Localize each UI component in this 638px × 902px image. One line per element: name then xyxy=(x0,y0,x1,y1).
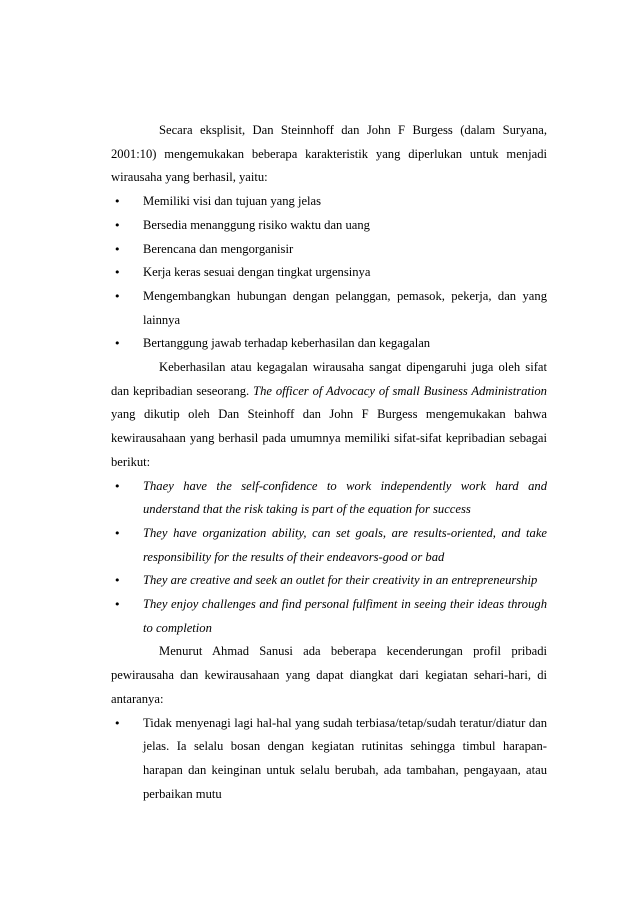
list-item: • Mengembangkan hubungan dengan pelanggan, pemasok, pekerja, dan yang lainnya xyxy=(111,285,547,332)
paragraph-sanusi: Menurut Ahmad Sanusi ada beberapa kecenderungan profil pribadi pewirausaha dan kewirausahaan yang dapat diangkat dari kegiatan sehari-hari, di antaranya: xyxy=(111,644,547,706)
bullet-icon: • xyxy=(114,598,121,612)
list-item: • Memiliki visi dan tujuan yang jelas xyxy=(111,190,547,214)
bullet-icon: • xyxy=(114,195,121,209)
paragraph-personality: Keberhasilan atau kegagalan wirausaha sangat dipengaruhi juga oleh sifat dan kepribadian seseorang. The officer of Advocacy of small Business Administration yang dikutip oleh Dan Steinhoff dan John F Burgess mengemukakan bahwa kewirausahaan yang berhasil pada umumnya memiliki sifat-sifat kepribadian sebagai berikut: xyxy=(111,360,547,469)
list-item: • Tidak menyenagi lagi hal-hal yang sudah terbiasa/tetap/sudah teratur/diatur dan jelas. Ia selalu bosan dengan kegiatan rutinitas sehingga timbul harapan-harapan dan keinginan untuk selalu berubah, ada tambahan, pengayaan, atau perbaikan mutu xyxy=(111,712,547,807)
bullet-icon: • xyxy=(114,289,121,303)
italic-organization-name: The officer of Advocacy of small Business Administration xyxy=(253,383,547,398)
document-page xyxy=(111,119,547,806)
list-item: • They enjoy challenges and find personal fulfiment in seeing their ideas through to completion xyxy=(111,593,547,640)
list-item: • Bersedia menanggung risiko waktu dan uang xyxy=(111,214,547,238)
bullet-icon: • xyxy=(114,479,121,493)
bullet-icon: • xyxy=(114,574,121,588)
profile-tendencies-list xyxy=(111,712,547,807)
bullet-icon: • xyxy=(114,716,121,730)
bullet-icon: • xyxy=(114,526,121,540)
personality-traits-list xyxy=(111,475,547,641)
list-item: • They have organization ability, can set goals, are results-oriented, and take responsibility for the results of their endeavors-good or bad xyxy=(111,522,547,569)
bullet-icon: • xyxy=(114,266,121,280)
list-item: • Bertanggung jawab terhadap keberhasilan dan kegagalan xyxy=(111,332,547,356)
bullet-icon: • xyxy=(114,218,121,232)
list-item: • Berencana dan mengorganisir xyxy=(111,238,547,262)
list-item: • Kerja keras sesuai dengan tingkat urgensinya xyxy=(111,261,547,285)
bullet-icon: • xyxy=(114,337,121,351)
characteristics-list xyxy=(111,190,547,356)
paragraph-characteristics-intro: Secara eksplisit, Dan Steinnhoff dan John F Burgess (dalam Suryana, 2001:10) mengemukakan beberapa karakteristik yang diperlukan untuk menjadi wirausaha yang berhasil, yaitu: xyxy=(111,123,547,185)
list-item: • Thaey have the self-confidence to work independently work hard and understand that the risk taking is part of the equation for success xyxy=(111,475,547,522)
bullet-icon: • xyxy=(114,242,121,256)
list-item: • They are creative and seek an outlet for their creativity in an entrepreneurship xyxy=(111,569,547,593)
